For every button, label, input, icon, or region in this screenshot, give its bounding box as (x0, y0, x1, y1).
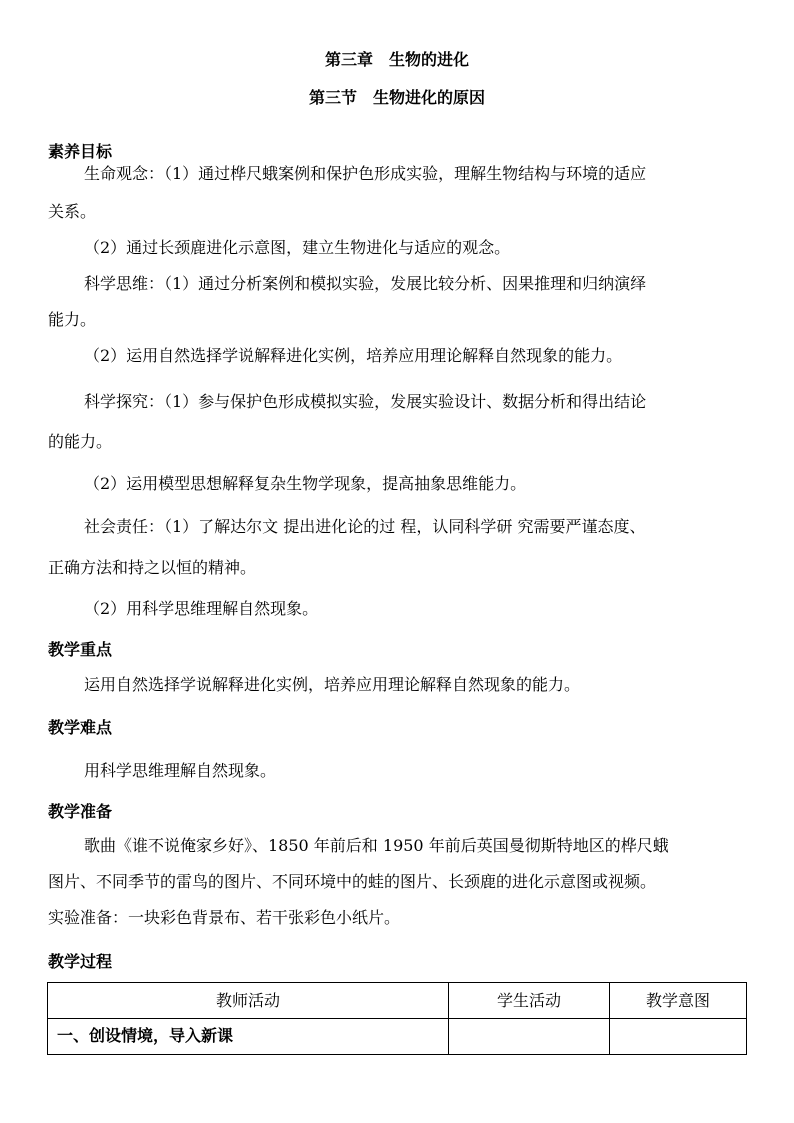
difficulties-text: 用科学思维理解自然现象。 (84, 761, 277, 780)
preparation-line-1: 歌曲《谁不说俺家乡好》、1850 年前后和 1950 年前后英国曼彻斯特地区的桦尺蛾 (84, 836, 669, 855)
process-table-header (48, 983, 747, 1019)
process-heading: 教学过程 (48, 952, 113, 971)
literacy-goals-heading: 素养目标 (48, 142, 113, 161)
header-teacher-activity: 教师活动 (48, 983, 449, 1019)
sci-thinking-2: （2）运用自然选择学说解释进化实例，培养应用理论解释自然现象的能力。 (84, 346, 623, 365)
sci-thinking-1-line-1: 科学思维：（1）通过分析案例和模拟实验，发展比较分析、因果推理和归纳演绎 (84, 274, 647, 293)
sci-thinking-1-line-2: 能力。 (48, 310, 97, 329)
social-2: （2）用科学思维理解自然现象。 (84, 599, 319, 618)
life-concept-2: （2）通过长颈鹿进化示意图，建立生物进化与适应的观念。 (84, 238, 511, 257)
row1-teacher-activity: 一、创设情境，导入新课 (48, 1019, 449, 1055)
row1-student-activity (449, 1019, 610, 1055)
social-1-line-2: 正确方法和持之以恒的精神。 (48, 558, 257, 577)
sci-inquiry-1-line-1: 科学探究：（1）参与保护色形成模拟实验，发展实验设计、数据分析和得出结论 (84, 392, 647, 411)
process-table (47, 982, 747, 1055)
row1-teaching-intent (610, 1019, 747, 1055)
table-row (48, 1019, 747, 1055)
life-concept-1-line-1: 生命观念：（1）通过桦尺蛾案例和保护色形成实验，理解生物结构与环境的适应 (84, 164, 647, 183)
section-title: 第三节 生物进化的原因 (308, 88, 485, 107)
preparation-line-2: 图片、不同季节的雷鸟的图片、不同环境中的蛙的图片、长颈鹿的进化示意图或视频。 (48, 872, 657, 891)
sci-inquiry-2: （2）运用模型思想解释复杂生物学现象，提高抽象思维能力。 (84, 474, 527, 493)
key-points-heading: 教学重点 (48, 640, 113, 659)
social-1-line-1: 社会责任：（1）了解达尔文 提出进化论的过 程，认同科学研 究需要严谨态度、 (84, 517, 646, 536)
life-concept-1-line-2: 关系。 (48, 202, 97, 221)
preparation-line-3: 实验准备：一块彩色背景布、若干张彩色小纸片。 (48, 908, 401, 927)
header-teaching-intent: 教学意图 (610, 983, 747, 1019)
preparation-heading: 教学准备 (48, 802, 113, 821)
chapter-title: 第三章 生物的进化 (324, 50, 469, 69)
header-student-activity: 学生活动 (449, 983, 610, 1019)
sci-inquiry-1-line-2: 的能力。 (48, 432, 113, 451)
difficulties-heading: 教学难点 (48, 718, 113, 737)
key-points-text: 运用自然选择学说解释进化实例，培养应用理论解释自然现象的能力。 (84, 675, 581, 694)
